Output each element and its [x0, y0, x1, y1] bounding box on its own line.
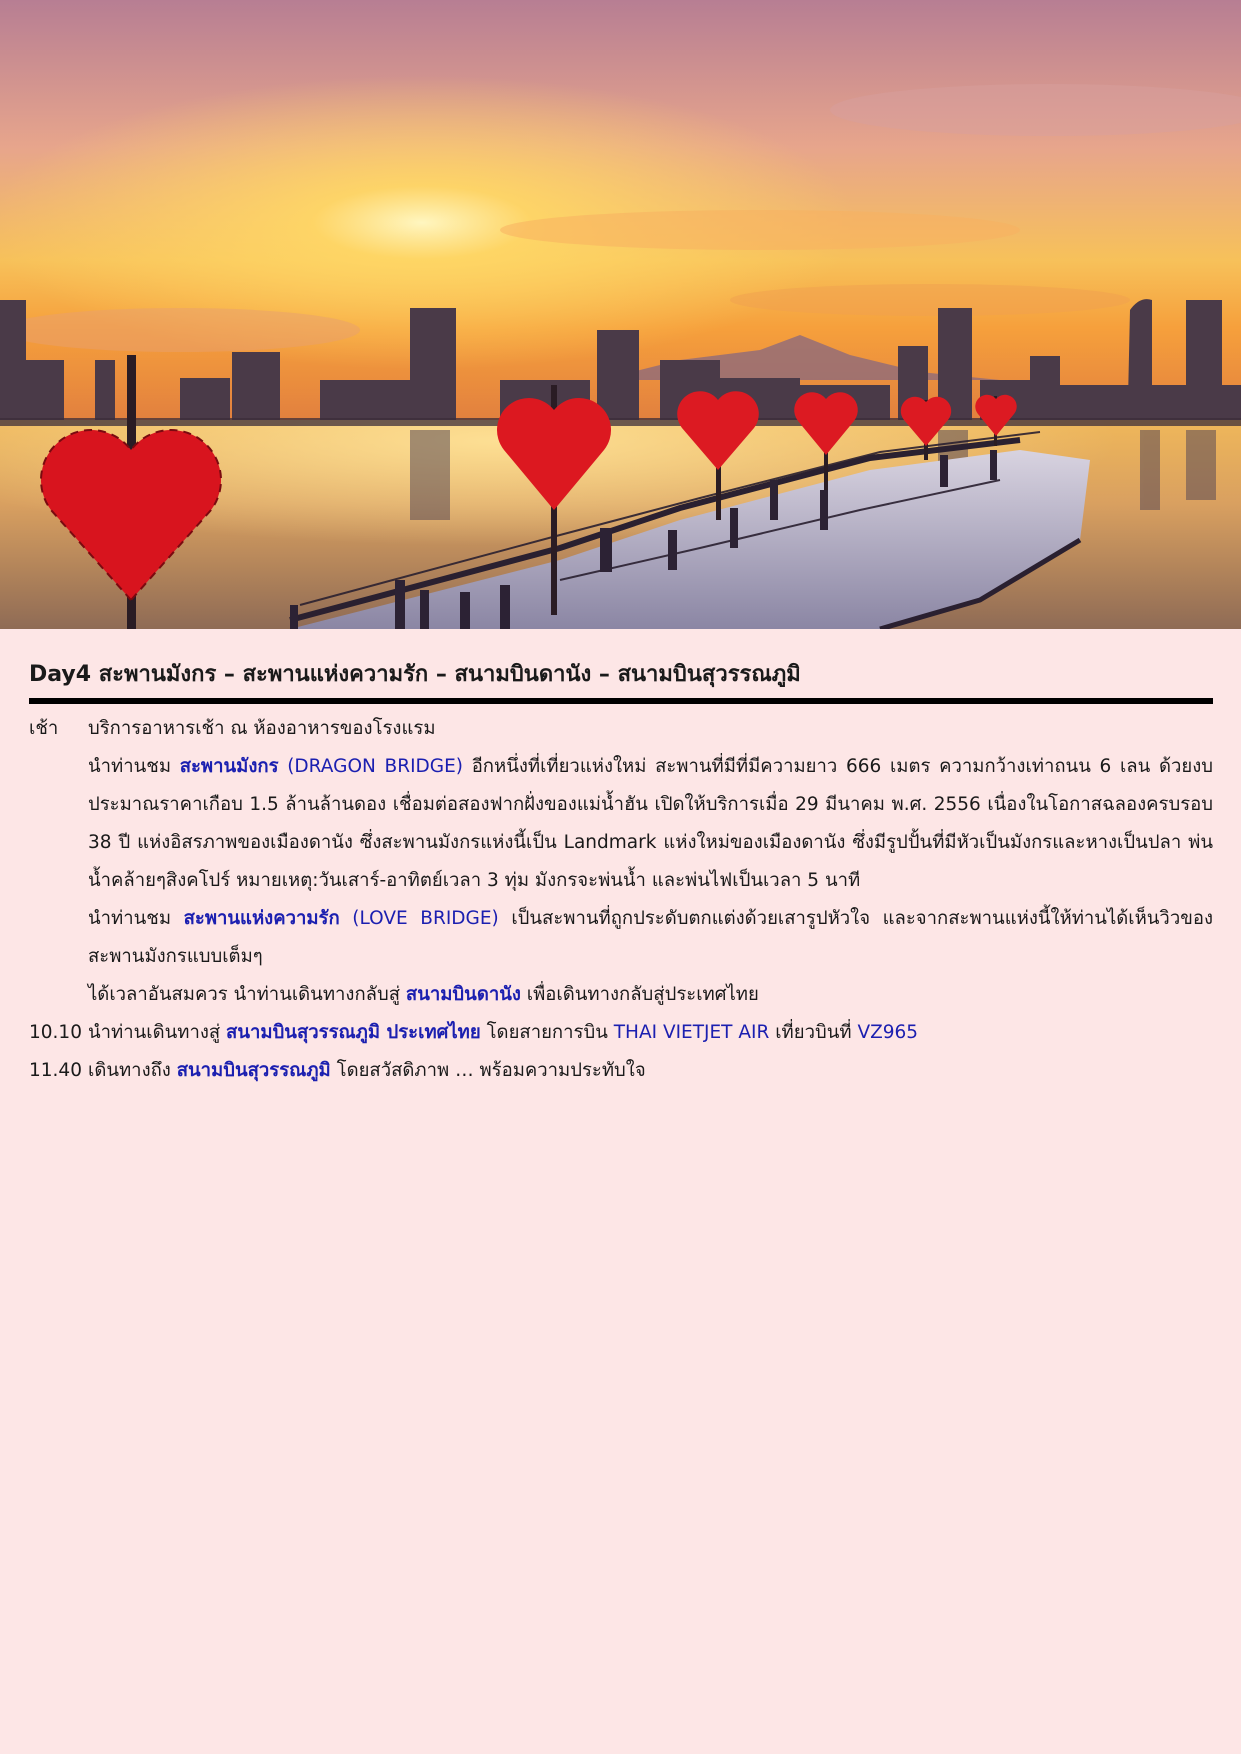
day-title: Day4 สะพานมังกร – สะพานแห่งความรัก – สนามบินดานัง – สนามบินสุวรรณภูมิ [29, 660, 1213, 704]
schedule-description [88, 710, 1213, 748]
schedule-row [29, 710, 1213, 748]
body-text: นำท่านชม [88, 908, 184, 929]
highlight-text: (DRAGON BRIDGE) [278, 756, 464, 777]
body-text: เที่ยวบินที่ [769, 1022, 858, 1043]
hero-photo-sunset-love-bridge [0, 0, 1241, 629]
highlight-text: สนามบินสุวรรณภูมิ ประเทศไทย [226, 1022, 481, 1043]
highlight-text: สนามบินดานัง [405, 984, 521, 1005]
itinerary-content [29, 660, 1213, 1090]
schedule-time [29, 748, 88, 900]
schedule-row [29, 900, 1213, 976]
highlight-text: สนามบินสุวรรณภูมิ [176, 1060, 331, 1081]
schedule-description [88, 976, 1213, 1014]
schedule-row [29, 748, 1213, 900]
body-text: เพื่อเดินทางกลับสู่ประเทศไทย [520, 984, 759, 1005]
body-text: เป็นสะพานที่ถูกประดับตกแต่งด้วยเสารูปหัวใจ และจากสะพานแห่งนี้ให้ท่านได้เห็นวิวของสะพานมังกรแบบเต็มๆ [88, 908, 1213, 967]
highlight-text: VZ965 [857, 1022, 919, 1043]
schedule-description [88, 1014, 1213, 1052]
body-text: โดยสายการบิน [480, 1022, 614, 1043]
schedule-time [29, 900, 88, 976]
body-text: โดยสวัสดิภาพ … พร้อมความประทับใจ [330, 1060, 646, 1081]
body-text: นำท่านเดินทางสู่ [88, 1022, 227, 1043]
body-text: อีกหนึ่งที่เที่ยวแห่งใหม่ สะพานที่มีที่มีความยาว 666 เมตร ความกว้างเท่าถนน 6 เลน ด้วยงบประมาณราคาเกือบ 1.5 ล้านล้านดอง เชื่อมต่อสองฟากฝั่งของแม่น้ำฮัน เปิดให้บริการเมื่อ 29 มีนาคม พ.ศ. 2556 เนื่องในโอกาสฉลองครบรอบ 38 ปี แห่งอิสรภาพของเมืองดานัง ซึ่งสะพานมังกรแห่งนี้เป็น Landmark แห่งใหม่ของเมืองดานัง ซึ่งมีรูปปั้นที่มีหัวเป็นมังกรและหางเป็นปลา พ่นน้ำคล้ายๆสิงคโปร์ หมายเหตุ:วันเสาร์-อาทิตย์เวลา 3 ทุ่ม มังกรจะพ่นน้ำ และพ่นไฟเป็นเวลา 5 นาที [88, 756, 1213, 891]
body-text: บริการอาหารเช้า ณ ห้องอาหารของโรงแรม [88, 718, 436, 739]
schedule-row [29, 1014, 1213, 1052]
schedule-description [88, 900, 1213, 976]
highlight-text: THAI VIETJET AIR [613, 1022, 770, 1043]
schedule-time: เช้า [29, 718, 59, 739]
body-text: นำท่านชม [88, 756, 180, 777]
schedule-time [29, 976, 88, 1014]
schedule-description [88, 1052, 1213, 1090]
highlight-text: สะพานแห่งความรัก [183, 908, 340, 929]
schedule [29, 710, 1213, 1090]
schedule-row [29, 1052, 1213, 1090]
highlight-text: สะพานมังกร [179, 756, 279, 777]
schedule-time: 11.40 [29, 1060, 82, 1081]
highlight-text: (LOVE BRIDGE) [339, 908, 499, 929]
schedule-time: 10.10 [29, 1022, 82, 1043]
body-text: ได้เวลาอันสมควร นำท่านเดินทางกลับสู่ [88, 984, 406, 1005]
schedule-description [88, 748, 1213, 900]
body-text: เดินทางถึง [88, 1060, 177, 1081]
schedule-row [29, 976, 1213, 1014]
